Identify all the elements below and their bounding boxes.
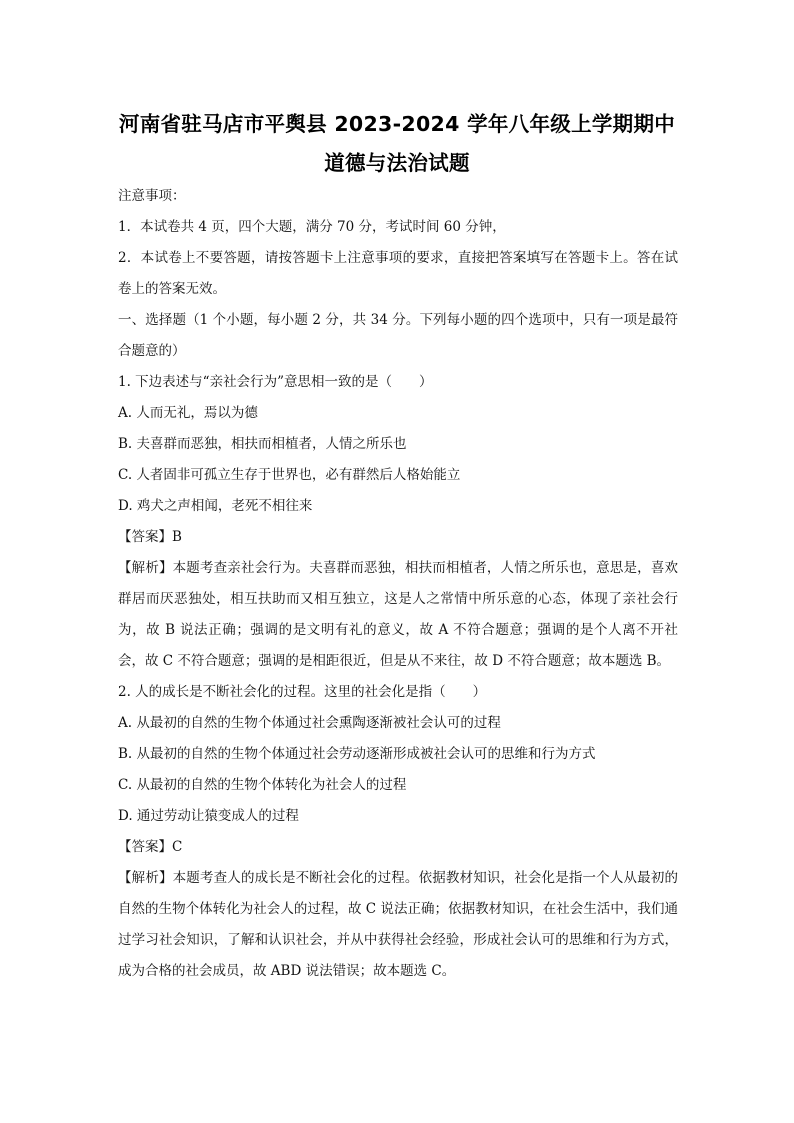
notice-item-2: 2．本试卷上不要答题，请按答题卡上注意事项的要求，直接把答案填写在答题卡上。答在试卷上的答案无效。	[118, 250, 678, 297]
question-1-option-d: D. 鸡犬之声相闻，老死不相往来	[118, 498, 313, 514]
question-1-option-a: A. 人而无礼，焉以为德	[118, 405, 258, 421]
question-2-answer: 【答案】C	[118, 839, 183, 855]
question-2-option-c: C. 从最初的自然的生物个体转化为社会人的过程	[118, 777, 407, 793]
question-2-option-a: A. 从最初的自然的生物个体通过社会熏陶逐渐被社会认可的过程	[118, 715, 501, 731]
question-2-option-d: D. 通过劳动让猿变成人的过程	[118, 808, 299, 824]
question-2-stem: 2. 人的成长是不断社会化的过程。这里的社会化是指（ ）	[118, 684, 487, 700]
exam-title-line2: 道德与法治试题	[324, 151, 470, 175]
notice-heading: 注意事项：	[118, 188, 186, 204]
exam-content	[118, 181, 678, 987]
question-2-option-b: B. 从最初的自然的生物个体通过社会劳动逐渐形成被社会认可的思维和行为方式	[118, 746, 596, 762]
notice-item-1: 1．本试卷共 4 页，四个大题，满分 70 分，考试时间 60 分钟，	[118, 219, 506, 235]
question-1-option-b: B. 夫喜群而恶独，相扶而相植者，人情之所乐也	[118, 436, 407, 452]
question-1-stem: 1. 下边表述与“亲社会行为”意思相一致的是（ ）	[118, 374, 433, 390]
question-1-answer: 【答案】B	[118, 529, 182, 545]
section-heading-choice: 一、选择题（1 个小题，每小题 2 分，共 34 分。下列每小题的四个选项中，只有一项是最符合题意的）	[118, 312, 678, 359]
question-2-analysis: 【解析】本题考查人的成长是不断社会化的过程。依据教材知识，社会化是指一个人从最初的自然的生物个体转化为社会人的过程，故 C 说法正确；依据教材知识，在社会生活中，我们通过学习社会知识，了解和认识社会，并从中获得社会经验，形成社会认可的思维和行为方式，成为合格的社会成员，故 ABD 说法错误；故本题选 C。	[118, 870, 678, 979]
exam-title-line1: 河南省驻马店市平舆县 2023-2024 学年八年级上学期期中	[118, 112, 676, 136]
question-1-analysis: 【解析】本题考查亲社会行为。夫喜群而恶独，相扶而相植者，人情之所乐也，意思是，喜欢群居而厌恶独处，相互扶助而又相互独立，这是人之常情中所乐意的心态，体现了亲社会行为，故 B 说法正确；强调的是文明有礼的意义，故 A 不符合题意；强调的是个人离不开社会，故 C 不符合题意；强调的是相距很近，但是从不来往，故 D 不符合题意；故本题选 B。	[118, 560, 678, 669]
question-1-option-c: C. 人者固非可孤立生存于世界也，必有群然后人格始能立	[118, 467, 461, 483]
